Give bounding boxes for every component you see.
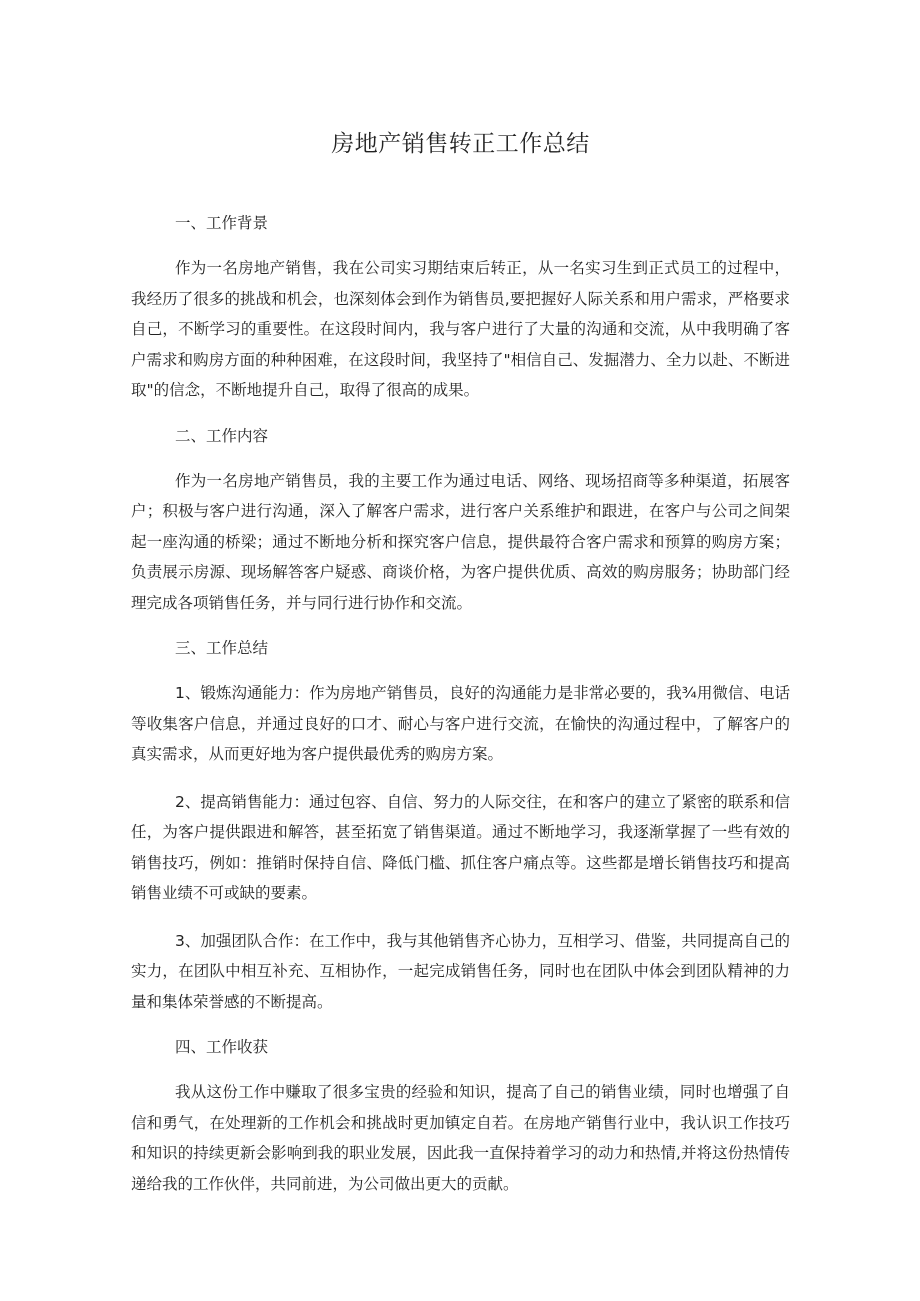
section-heading: 四、工作收获 [175,1038,269,1056]
document-title: 房地产销售转正工作总结 [331,131,590,157]
section-work-content [131,423,790,619]
section-heading: 二、工作内容 [175,426,269,445]
section-work-gains [131,1034,790,1199]
paragraph: 我从这份工作中赚取了很多宝贵的经验和知识，提高了自己的销售业绩，同时也增强了自信和勇气，在处理新的工作机会和挑战时更加镇定自若。在房地产销售行业中，我认识工作技巧和知识的持续更新会影响到我的职业发展，因此我一直保持着学习的动力和热情,并将这份热情传递给我的工作伙伴，共同前进，为公司做出更大的贡献。 [131,1083,790,1193]
paragraph: 作为一名房地产销售，我在公司实习期结束后转正，从一名实习生到正式员工的过程中，我经历了很多的挑战和机会，也深刻体会到作为销售员,要把握好人际关系和用户需求，严格要求自己，不断学习的重要性。在这段时间内，我与客户进行了大量的沟通和交流，从中我明确了客户需求和购房方面的种种困难，在这段时间，我坚持了"相信自己、发掘潜力、全力以赴、不断进取"的信念，不断地提升自己，取得了很高的成果。 [131,259,790,399]
paragraph: 2、提高销售能力：通过包容、自信、努力的人际交往，在和客户的建立了紧密的联系和信任，为客户提供跟进和解答，甚至拓宽了销售渠道。通过不断地学习，我逐渐掌握了一些有效的销售技巧，例如：推销时保持自信、降低门槛、抓住客户痛点等。这些都是增长销售技巧和提高销售业绩不可或缺的要素。 [131,792,790,902]
section-work-background [131,210,790,406]
paragraph: 1、锻炼沟通能力：作为房地产销售员，良好的沟通能力是非常必要的，我¾用微信、电话等收集客户信息，并通过良好的口才、耐心与客户进行交流，在愉快的沟通过程中，了解客户的真实需求，从而更好地为客户提供最优秀的购房方案。 [131,684,790,763]
section-work-summary [131,635,790,1017]
paragraph: 3、加强团队合作：在工作中，我与其他销售齐心协力，互相学习、借鉴，共同提高自己的实力，在团队中相互补充、互相协作，一起完成销售任务，同时也在团队中体会到团队精神的力量和集体荣誉感的不断提高。 [131,931,790,1011]
section-heading: 一、工作背景 [175,214,269,232]
paragraph: 作为一名房地产销售员，我的主要工作为通过电话、网络、现场招商等多种渠道，拓展客户；积极与客户进行沟通，深入了解客户需求，进行客户关系维护和跟进，在客户与公司之间架起一座沟通的桥梁；通过不断地分析和探究客户信息，提供最符合客户需求和预算的购房方案；负责展示房源、现场解答客户疑惑、商谈价格，为客户提供优质、高效的购房服务；协助部门经理完成各项销售任务，并与同行进行协作和交流。 [131,471,790,612]
section-heading: 三、工作总结 [175,639,269,657]
